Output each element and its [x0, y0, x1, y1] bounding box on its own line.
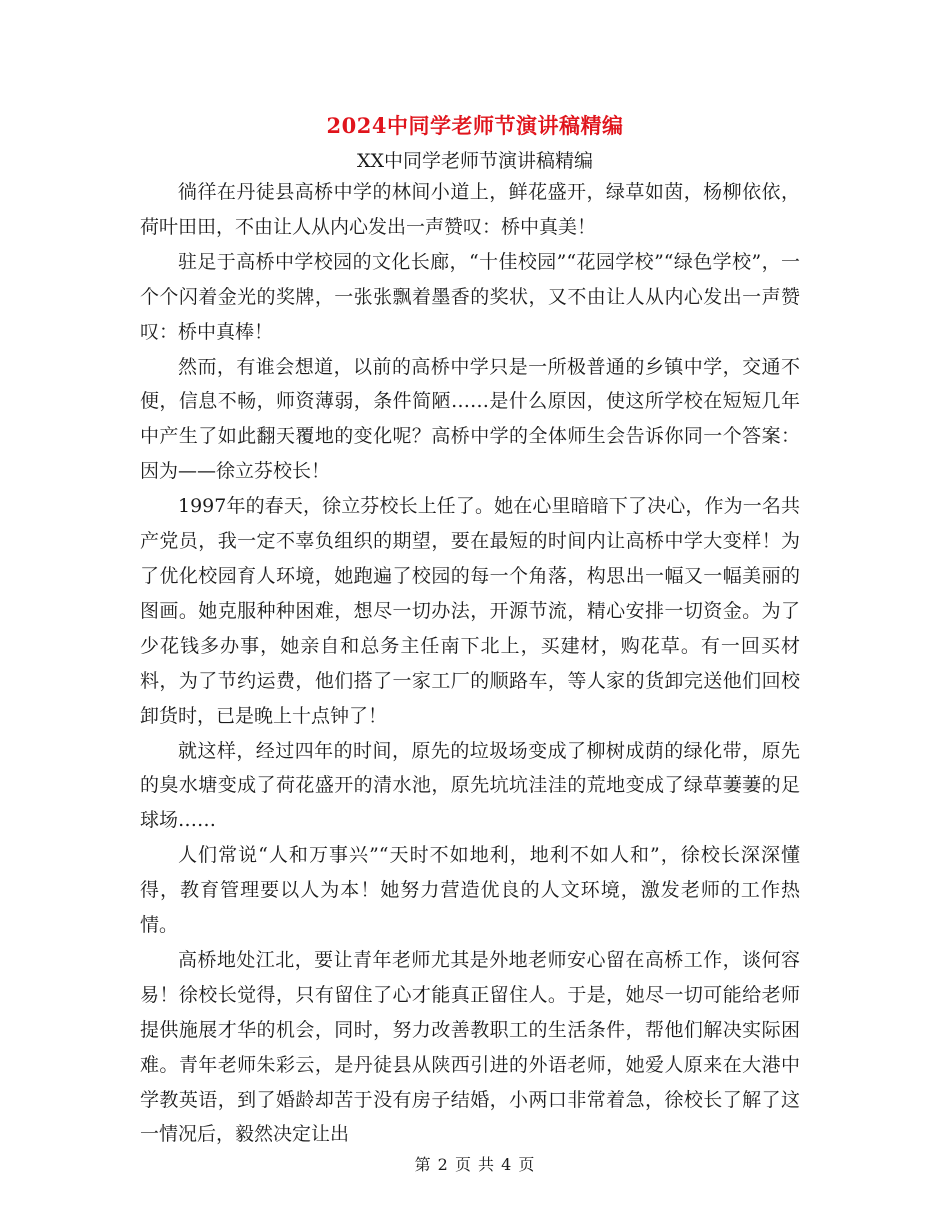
paragraph-4: 1997年的春天，徐立芬校长上任了。她在心里暗暗下了决心，作为一名共产党员，我一定不辜负组织的期望，要在最短的时间内让高桥中学大变样！为了优化校园育人环境，她跑遍了校园的每一个角落，构思出一幅又一幅美丽的图画。她克服种种困难，想尽一切办法，开源节流，精心安排一切资金。为了少花钱多办事，她亲自和总务主任南下北上，买建材，购花草。有一回买材料，为了节约运费，他们搭了一家工厂的顺路车，等人家的货卸完送他们回校卸货时，已是晚上十点钟了！ [140, 495, 800, 727]
page-footer: 第 2 页 共 4 页 [414, 1155, 536, 1174]
paragraph-3: 然而，有谁会想道，以前的高桥中学只是一所极普通的乡镇中学，交通不便，信息不畅，师资薄弱，条件简陋……是什么原因，使这所学校在短短几年中产生了如此翻天覆地的变化呢？高桥中学的全体师生会告诉你同一个答案：因为——徐立芬校长！ [140, 355, 800, 483]
document-title: 2024中同学老师节演讲稿精编 [326, 113, 624, 138]
paragraph-5: 就这样，经过四年的时间，原先的垃圾场变成了柳树成荫的绿化带，原先的臭水塘变成了荷花盛开的清水池，原先坑坑洼洼的荒地变成了绿草萋萋的足球场…… [140, 739, 800, 832]
paragraph-2: 驻足于高桥中学校园的文化长廊，“十佳校园”“花园学校”“绿色学校”，一个个闪着金光的奖牌，一张张飘着墨香的奖状，又不由让人从内心发出一声赞叹：桥中真棒！ [140, 250, 800, 343]
paragraph-7: 高桥地处江北，要让青年老师尤其是外地老师安心留在高桥工作，谈何容易！徐校长觉得，只有留住了心才能真正留住人。于是，她尽一切可能给老师提供施展才华的机会，同时，努力改善教职工的生活条件，帮他们解决实际困难。青年老师朱彩云，是丹徒县从陕西引进的外语老师，她爱人原来在大港中学教英语，到了婚龄却苦于没有房子结婚，小两口非常着急，徐校长了解了这一情况后，毅然决定让出 [140, 948, 800, 1146]
document-subtitle: XX中同学老师节演讲稿精编 [356, 150, 594, 172]
paragraph-6: 人们常说“人和万事兴”“天时不如地利，地利不如人和”，徐校长深深懂得，教育管理要以人为本！她努力营造优良的人文环境，激发老师的工作热情。 [140, 844, 800, 937]
paragraph-1: 徜徉在丹徒县高桥中学的林间小道上，鲜花盛开，绿草如茵，杨柳依依，荷叶田田，不由让人从内心发出一声赞叹：桥中真美！ [140, 181, 800, 238]
document-body [140, 175, 800, 1152]
